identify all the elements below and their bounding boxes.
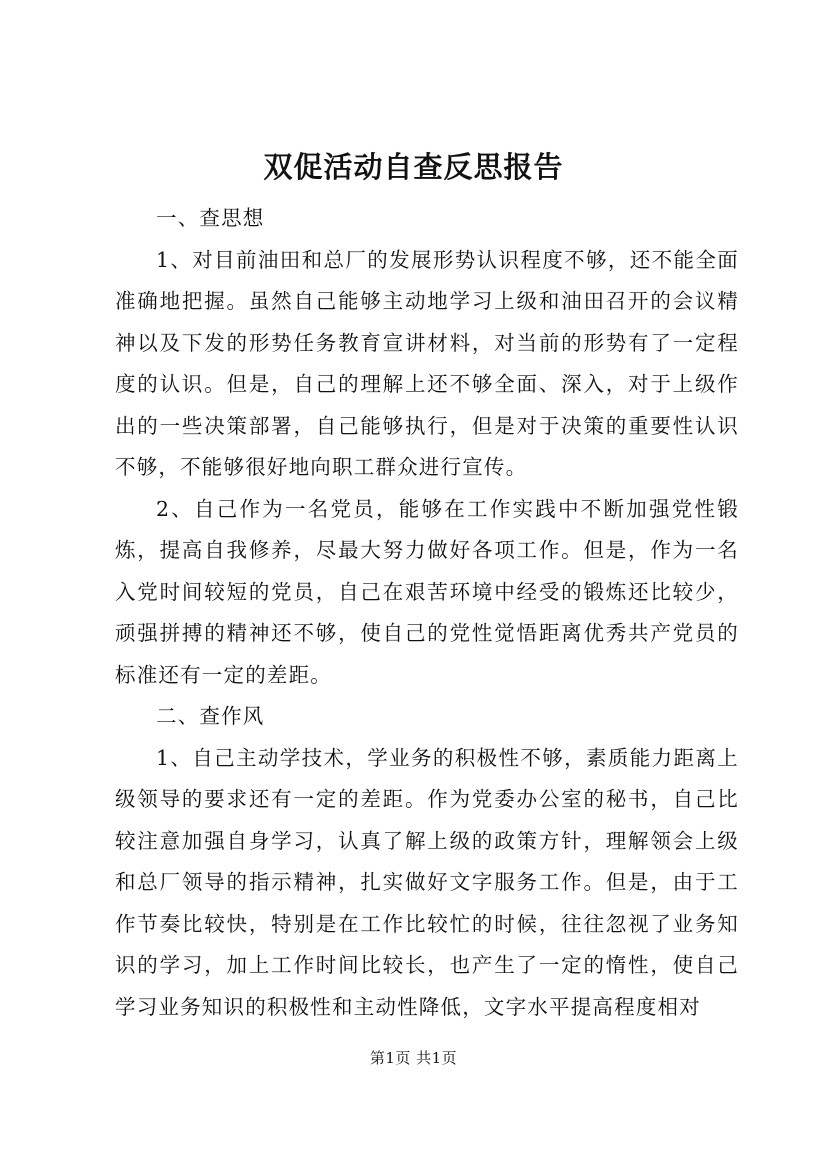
paragraph: 2、自己作为一名党员，能够在工作实践中不断加强党性锻炼，提高自我修养，尽最大努力做好各项工作。但是，作为一名入党时间较短的党员，自己在艰苦环境中经受的锻炼还比较少，顽强拼搏的精神还不够，使自己的党性觉悟距离优秀共产党员的标准还有一定的差距。 bbox=[115, 496, 739, 687]
section-heading-style: 二、查作风 bbox=[156, 704, 265, 728]
page-footer: 第1页 共1页 bbox=[369, 1049, 458, 1067]
document-title: 双促活动自查反思报告 bbox=[263, 150, 564, 184]
document-body bbox=[115, 198, 739, 1028]
paragraph: 1、自己主动学技术，学业务的积极性不够，素质能力距离上级领导的要求还有一定的差距。作为党委办公室的秘书，自己比较注意加强自身学习，认真了解上级的政策方针，理解领会上级和总厂领导的指示精神，扎实做好文字服务工作。但是，由于工作节奏比较快，特别是在工作比较忙的时候，往往忽视了业务知识的学习，加上工作时间比较长，也产生了一定的惰性，使自己学习业务知识的积极性和主动性降低，文字水平提高程度相对 bbox=[115, 745, 739, 1019]
section-heading-thought: 一、查思想 bbox=[156, 206, 265, 230]
paragraph: 1、对目前油田和总厂的发展形势认识程度不够，还不能全面准确地把握。虽然自己能够主动地学习上级和油田召开的会议精神以及下发的形势任务教育宣讲材料，对当前的形势有了一定程度的认识。但是，自己的理解上还不够全面、深入，对于上级作出的一些决策部署，自己能够执行，但是对于决策的重要性认识不够，不能够很好地向职工群众进行宣传。 bbox=[115, 247, 739, 479]
